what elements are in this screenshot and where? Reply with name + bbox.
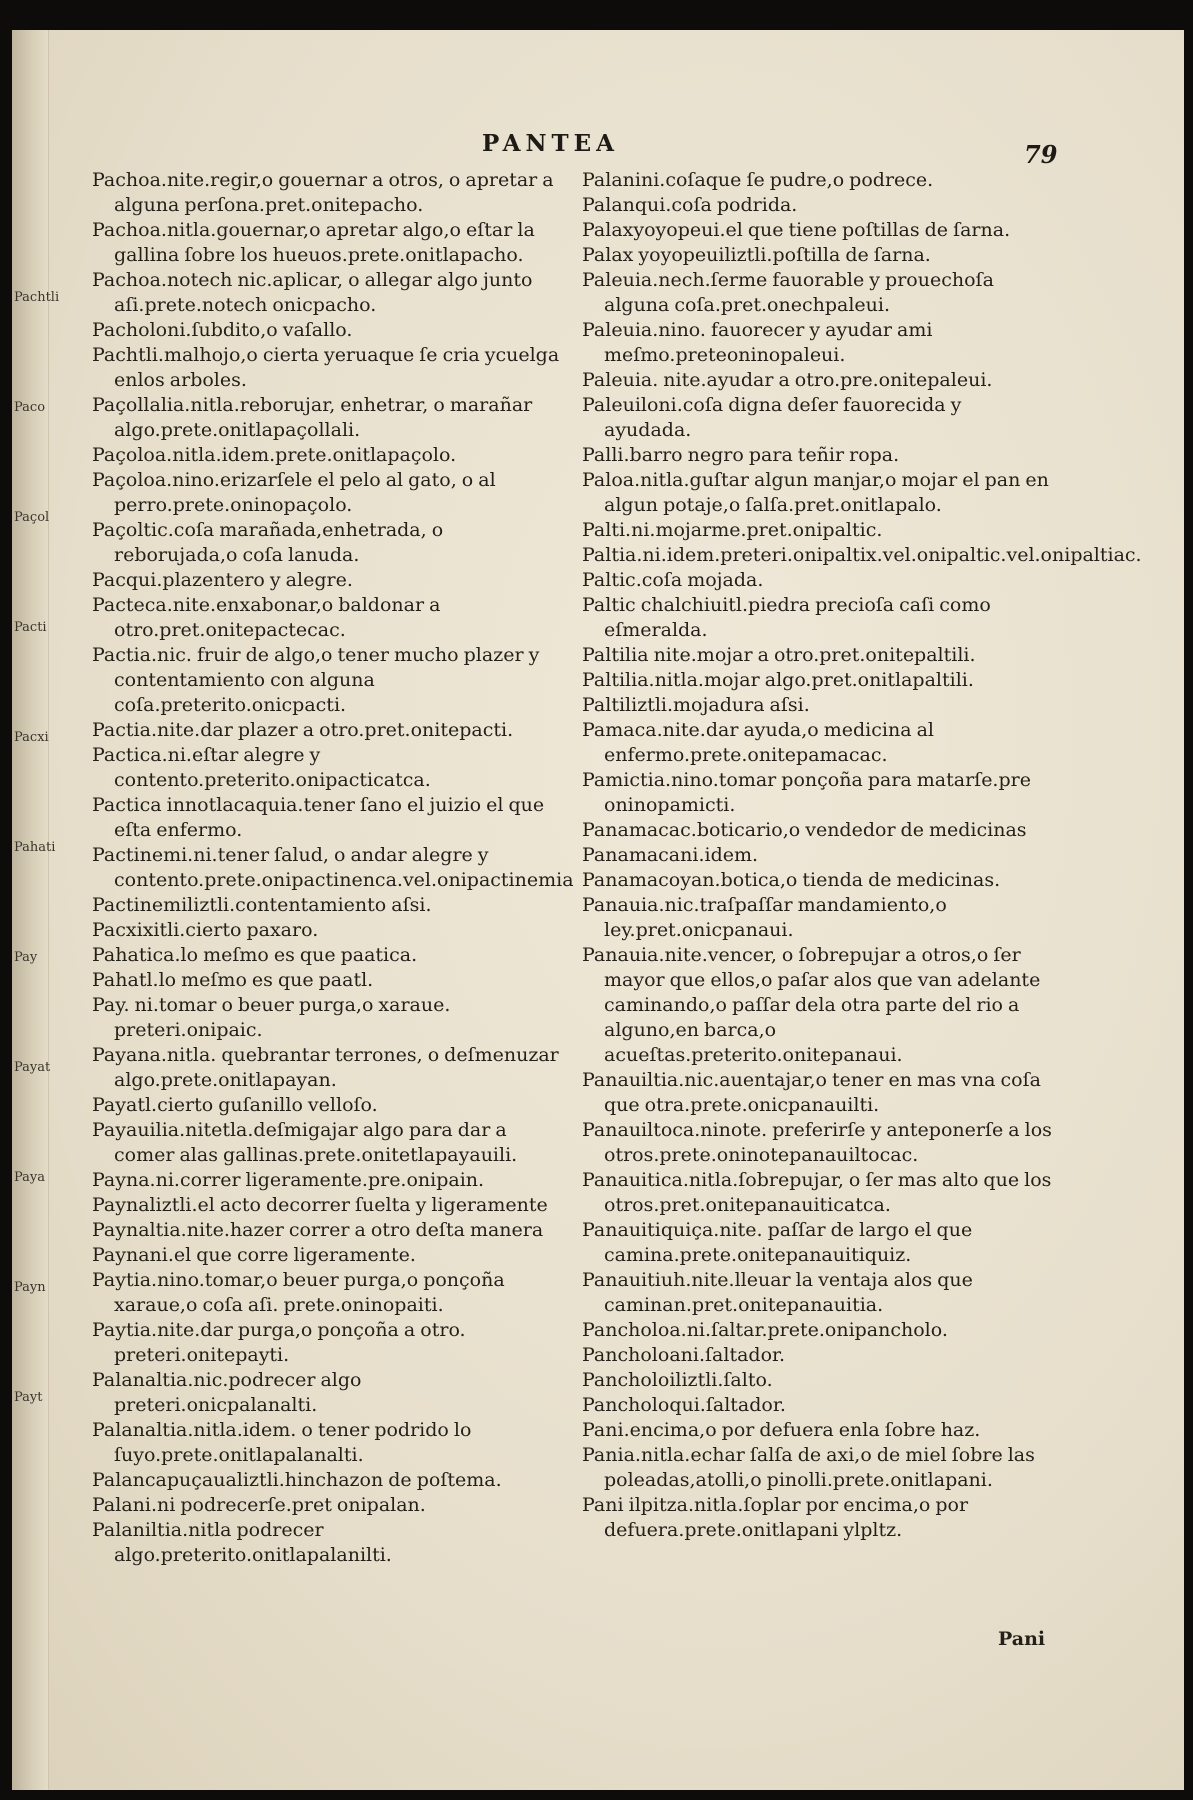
dictionary-entry: Palani.ni podrecerſe.pret onipalan. (92, 1494, 426, 1516)
dictionary-entry: Pactia.nic. fruir de algo,o tener mucho plazer y contentamiento con alguna coſa.preterito.onicpacti. (92, 644, 540, 716)
dictionary-entry: Pactica.ni.eſtar alegre y contento.preterito.onipacticatca. (92, 744, 431, 791)
dictionary-entry: Panauia.nic.traſpaſſar mandamiento,o ley.pret.onicpanaui. (582, 894, 947, 941)
dictionary-entry: Palanqui.coſa podrida. (582, 194, 798, 216)
dictionary-entry: Pamictia.nino.tomar ponçoña para matarſe.pre oninopamicti. (582, 769, 1031, 816)
dictionary-entry: Paçoloa.nitla.idem.prete.onitlapaçolo. (92, 444, 457, 466)
dictionary-entry: Paltic chalchiuitl.piedra precioſa caſi como eſmeralda. (582, 594, 991, 641)
dictionary-entry: Pani ilpitza.nitla.ſoplar por encima,o por defuera.prete.onitlapani ylpltz. (582, 1494, 969, 1541)
gutter-mark: Payn (14, 1280, 46, 1295)
catchword: Pani (998, 1628, 1046, 1650)
dictionary-entry: Paynaltia.nite.hazer correr a otro deſta manera (92, 1219, 544, 1241)
gutter-mark: Paya (14, 1170, 46, 1185)
dictionary-entry: Paçoloa.nino.erizarſele el pelo al gato, o al perro.prete.oninopaçolo. (92, 469, 496, 516)
dictionary-entry: Paltia.ni.idem.preteri.onipaltix.vel.onipaltic.vel.onipaltiac. (582, 544, 1142, 566)
dictionary-entry: Paleuia.nino. fauorecer y ayudar ami meſmo.preteoninopaleui. (582, 319, 933, 366)
dictionary-entry: Panauiltoca.ninote. preferirſe y anteponerſe a los otros.prete.oninotepanauiltocac. (582, 1119, 1052, 1166)
dictionary-entry: Paytia.nino.tomar,o beuer purga,o ponçoña xaraue,o coſa aſi. prete.oninopaiti. (92, 1269, 505, 1316)
gutter-mark: Payt (14, 1390, 43, 1405)
dictionary-entry: Pacqui.plazentero y alegre. (92, 569, 353, 591)
dictionary-entry: Palanaltia.nic.podrecer algo preteri.onicpalanalti. (92, 1369, 362, 1416)
dictionary-entry: Pay. ni.tomar o beuer purga,o xaraue. preteri.onipaic. (92, 994, 451, 1041)
gutter-mark: Paco (14, 400, 46, 415)
dictionary-entry: Payana.nitla. quebrantar terrones, o deſmenuzar algo.prete.onitlapayan. (92, 1044, 559, 1091)
dictionary-entry: Payatl.cierto guſanillo velloſo. (92, 1094, 378, 1116)
left-column (92, 168, 574, 1568)
dictionary-entry: Paytia.nite.dar purga,o ponçoña a otro. preteri.onitepayti. (92, 1319, 466, 1366)
dictionary-entry: Panauiltia.nic.auentajar,o tener en mas vna coſa que otra.prete.onicpanauilti. (582, 1069, 1041, 1116)
dictionary-entry: Panauitica.nitla.ſobrepujar, o ſer mas alto que los otros.pret.onitepanauiticatca. (582, 1169, 1052, 1216)
dictionary-entry: Paçoltic.coſa marañada,enhetrada, o reborujada,o coſa lanuda. (92, 519, 444, 566)
dictionary-entry: Paltiliztli.mojadura aſsi. (582, 694, 810, 716)
dictionary-entry: Payauilia.nitetla.deſmigajar algo para dar a comer alas gallinas.prete.onitetlapayauili. (92, 1119, 518, 1166)
running-head: PANTEA (482, 130, 619, 157)
dictionary-entry: Pacholoni.ſubdito,o vaſallo. (92, 319, 353, 341)
dictionary-entry: Palti.ni.mojarme.pret.onipaltic. (582, 519, 883, 541)
dictionary-entry: Pactinemi.ni.tener ſalud, o andar alegre y contento.prete.onipactinenca.vel.onipactinemia (92, 844, 574, 891)
dictionary-entry: Pacxixitli.cierto paxaro. (92, 919, 319, 941)
dictionary-entry: Panauia.nite.vencer, o ſobrepujar a otros,o ſer mayor que ellos,o paſar alos que van adelante caminando,o paſſar dela otra parte del rio a alguno,en barca,o acueſtas.preterito.onitepanaui. (582, 944, 1041, 1066)
dictionary-entry: Payna.ni.correr ligeramente.pre.onipain. (92, 1169, 485, 1191)
dictionary-entry: Palaxyoyopeui.el que tiene poſtillas de ſarna. (582, 219, 1011, 241)
dictionary-entry: Panauitiuh.nite.lleuar la ventaja alos que caminan.pret.onitepanauitia. (582, 1269, 973, 1316)
dictionary-entry: Palancapuçaualiztli.hinchazon de poſtema. (92, 1469, 502, 1491)
dictionary-entry: Pancholoani.ſaltador. (582, 1344, 786, 1366)
right-column (582, 168, 1142, 1543)
dictionary-entry: Paçollalia.nitla.reborujar, enhetrar, o marañar algo.prete.onitlapaçollali. (92, 394, 533, 441)
gutter-mark: Pachtli (14, 290, 60, 305)
dictionary-entry: Pactinemiliztli.contentamiento aſsi. (92, 894, 432, 916)
dictionary-entry: Paynaliztli.el acto decorrer ſuelta y ligeramente (92, 1194, 548, 1216)
dictionary-entry: Pachoa.nitla.gouernar,o apretar algo,o eſtar la gallina ſobre los hueuos.prete.onitlapacho. (92, 219, 535, 266)
dictionary-entry: Pancholoa.ni.ſaltar.prete.onipancholo. (582, 1319, 948, 1341)
dictionary-entry: Panamacoyan.botica,o tienda de medicinas. (582, 869, 1001, 891)
book-page (12, 30, 1184, 1790)
dictionary-entry: Pachoa.nite.regir,o gouernar a otros, o apretar a alguna perſona.pret.onitepacho. (92, 169, 554, 216)
dictionary-entry: Pancholoiliztli.ſalto. (582, 1369, 773, 1391)
dictionary-entry: Paltic.coſa mojada. (582, 569, 764, 591)
dictionary-entry: Palanini.coſaque ſe pudre,o podrece. (582, 169, 934, 191)
gutter-mark: Paçol (14, 510, 50, 525)
gutter-mark: Pacti (14, 620, 47, 635)
dictionary-entry: Paloa.nitla.guſtar algun manjar,o mojar el pan en algun potaje,o ſalſa.pret.onitlapalo. (582, 469, 1049, 516)
dictionary-entry: Pamaca.nite.dar ayuda,o medicina al enfermo.prete.onitepamacac. (582, 719, 934, 766)
dictionary-entry: Pactica innotlacaquia.tener ſano el juizio el que eſta enfermo. (92, 794, 545, 841)
dictionary-entry: Panamacac.boticario,o vendedor de medicinas (582, 819, 1027, 841)
dictionary-entry: Pani.encima,o por defuera enla ſobre haz. (582, 1419, 981, 1441)
dictionary-entry: Palax yoyopeuiliztli.poſtilla de ſarna. (582, 244, 931, 266)
dictionary-entry: Pachoa.notech nic.aplicar, o allegar algo junto aſi.prete.notech onicpacho. (92, 269, 533, 316)
gutter-mark: Pahati (14, 840, 56, 855)
dictionary-entry: Paltilia.nitla.mojar algo.pret.onitlapaltili. (582, 669, 974, 691)
folio-number: 79 (1024, 140, 1058, 169)
dictionary-entry: Pachtli.malhojo,o cierta yeruaque ſe cria ycuelga enlos arboles. (92, 344, 560, 391)
gutter-mark: Payat (14, 1060, 51, 1075)
dictionary-entry: Paltilia nite.mojar a otro.pret.onitepaltili. (582, 644, 976, 666)
dictionary-entry: Panauitiquiça.nite. paſſar de largo el que camina.prete.onitepanauitiquiz. (582, 1219, 973, 1266)
dictionary-entry: Paleuia.nech.ſerme fauorable y prouechoſa alguna coſa.pret.onechpaleui. (582, 269, 994, 316)
dictionary-entry: Palli.barro negro para teñir ropa. (582, 444, 900, 466)
dictionary-entry: Pancholoqui.ſaltador. (582, 1394, 786, 1416)
dictionary-entry: Paynani.el que corre ligeramente. (92, 1244, 416, 1266)
facing-page-gutter (12, 30, 60, 1790)
gutter-mark: Pacxi (14, 730, 49, 745)
dictionary-entry: Pahatica.lo meſmo es que paatica. (92, 944, 418, 966)
dictionary-entry: Panamacani.idem. (582, 844, 759, 866)
dictionary-entry: Palaniltia.nitla podrecer algo.preterito.onitlapalanilti. (92, 1519, 392, 1566)
dictionary-entry: Pania.nitla.echar ſalſa de axi,o de miel ſobre las poleadas,atolli,o pinolli.prete.onitlapani. (582, 1444, 1035, 1491)
dictionary-entry: Paleuia. nite.ayudar a otro.pre.onitepaleui. (582, 369, 993, 391)
dictionary-entry: Pactia.nite.dar plazer a otro.pret.onitepacti. (92, 719, 514, 741)
dictionary-entry: Pacteca.nite.enxabonar,o baldonar a otro.pret.onitepactecac. (92, 594, 441, 641)
dictionary-entry: Paleuiloni.coſa digna deſer fauorecida y ayudada. (582, 394, 962, 441)
gutter-mark: Pay (14, 950, 38, 965)
dictionary-entry: Palanaltia.nitla.idem. o tener podrido lo ſuyo.prete.onitlapalanalti. (92, 1419, 472, 1466)
dictionary-entry: Pahatl.lo meſmo es que paatl. (92, 969, 374, 991)
